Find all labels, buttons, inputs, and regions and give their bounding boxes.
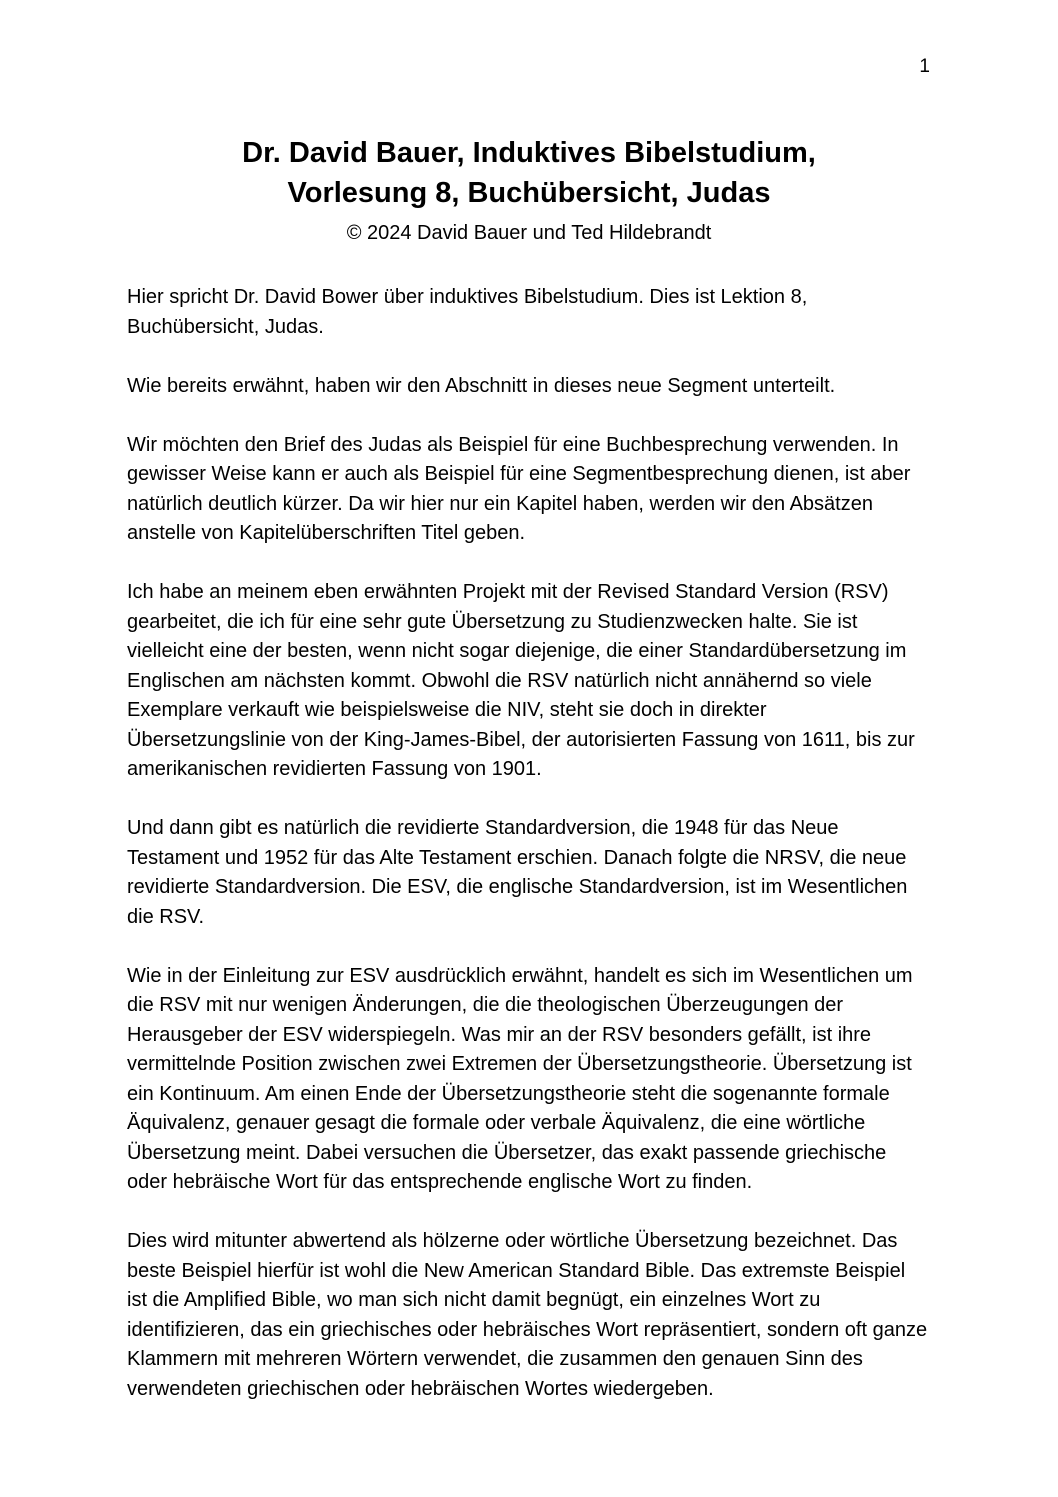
paragraph-3: Wir möchten den Brief des Judas als Beispiel für eine Buchbesprechung verwenden. In gewisser Weise kann er auch als Beispiel für eine Segmentbesprechung dienen, ist aber natürlich deutlich kürzer. Da wir hier nur ein Kapitel haben, werden wir den Absätzen anstelle von Kapitelüberschriften Titel geben. [127,433,911,544]
paragraph-5: Und dann gibt es natürlich die revidierte Standardversion, die 1948 für das Neue Testament und 1952 für das Alte Testament erschien. Danach folgte die NRSV, die neue revidierte Standardversion. Die ESV, die englische Standardversion, ist im Wesentlichen die RSV. [127,817,908,928]
paragraph-1: Hier spricht Dr. David Bower über induktives Bibelstudium. Dies ist Lektion 8, Buchübersicht, Judas. [127,286,808,338]
document-title [0,0,1058,213]
copyright-line: © 2024 David Bauer und Ted Hildebrandt [346,222,712,244]
paragraph-4: Ich habe an meinem eben erwähnten Projekt mit der Revised Standard Version (RSV) gearbeitet, die ich für eine sehr gute Übersetzung zu Studienzwecken halte. Sie ist vielleicht eine der besten, wenn nicht sogar diejenige, die einer Standardübersetzung im Englischen am nächsten kommt. Obwohl die RSV natürlich nicht annähernd so viele Exemplare verkauft wie beispielsweise die NIV, steht sie doch in direkter Übersetzungslinie von der King-James-Bibel, der autorisierten Fassung von 1611, bis zur amerikanischen revidierten Fassung von 1901. [127,581,915,780]
paragraph-6: Wie in der Einleitung zur ESV ausdrücklich erwähnt, handelt es sich im Wesentlichen um die RSV mit nur wenigen Änderungen, die die theologischen Überzeugungen der Herausgeber der ESV widerspiegeln. Was mir an der RSV besonders gefällt, ist ihre vermittelnde Position zwischen zwei Extremen der Übersetzungstheorie. Übersetzung ist ein Kontinuum. Am einen Ende der Übersetzungstheorie steht die sogenannte formale Äquivalenz, genauer gesagt die formale oder verbale Äquivalenz, die eine wörtliche Übersetzung meint. Dabei versuchen die Übersetzer, das exakt passende griechische oder hebräische Wort für das entsprechende englische Wort zu finden. [127,964,913,1193]
page-number: 1 [919,56,930,77]
paragraph-7: Dies wird mitunter abwertend als hölzerne oder wörtliche Übersetzung bezeichnet. Das beste Beispiel hierfür ist wohl die New American Standard Bible. Das extremste Beispiel ist die Amplified Bible, wo man sich nicht damit begnügt, ein einzelnes Wort zu identifizieren, das ein griechisches oder hebräisches Wort repräsentiert, sondern oft ganze Klammern mit mehreren Wörtern verwendet, die zusammen den genauen Sinn des verwendeten griechischen oder hebräischen Wortes wiedergeben. [127,1230,928,1400]
paragraph-2: Wie bereits erwähnt, haben wir den Abschnitt in dieses neue Segment unterteilt. [127,374,836,397]
document-body [127,283,930,1404]
title-line-1: Dr. David Bauer, Induktives Bibelstudium, [242,137,816,169]
title-line-2: Vorlesung 8, Buchübersicht, Judas [287,177,771,209]
